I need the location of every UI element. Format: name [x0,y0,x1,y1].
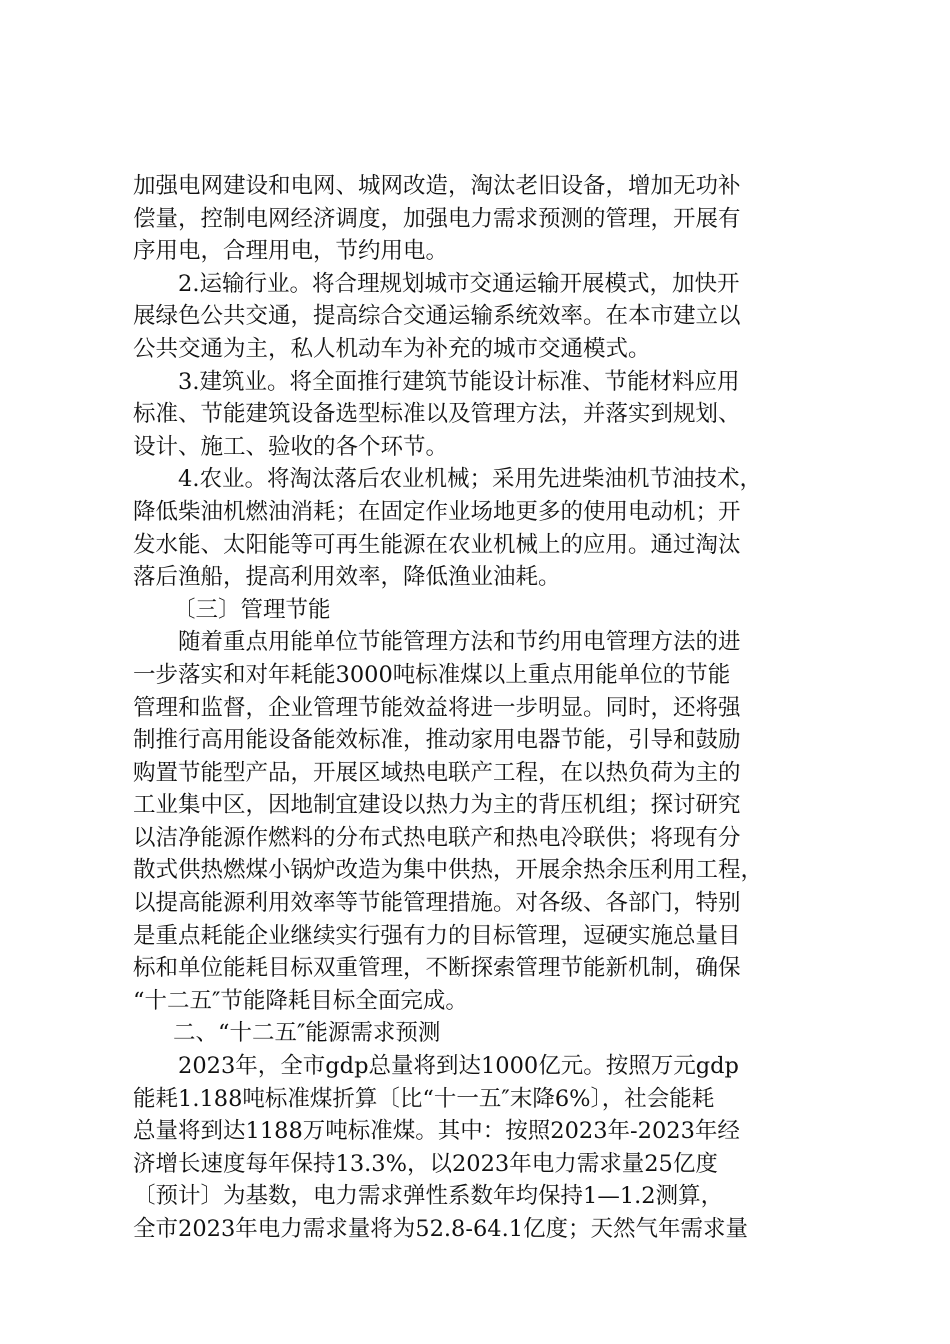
text-line: 是重点耗能企业继续实行强有力的目标管理，逗硬实施总量目 [133,922,741,949]
text-line: 4.农业。将淘汰落后农业机械；采用先进柴油机节油技术， [178,466,762,493]
text-line: 全市2023年电力需求量将为52.8-64.1亿度；天然气年需求量 [133,1216,749,1242]
text-line: 以提高能源利用效率等节能管理措施。对各级、各部门，特别 [133,890,741,917]
text-line: 以洁净能源作燃料的分布式热电联产和热电冷联供；将现有分 [133,824,741,851]
text-line: 2023年，全市gdp总量将到达1000亿元。按照万元gdp [178,1053,739,1080]
text-line: 设计、施工、验收的各个环节。 [133,433,449,460]
document-body [133,170,833,1246]
text-line: 总量将到达1188万吨标准煤。其中：按照2023年-2023年经 [133,1118,740,1145]
text-line: 工业集中区，因地制宜建设以热力为主的背压机组；探讨研究 [133,792,741,819]
text-line: 〔预计〕为基数，电力需求弹性系数年均保持1—1.2测算， [133,1183,724,1210]
text-line: 发水能、太阳能等可再生能源在农业机械上的应用。通过淘汰 [133,531,741,558]
text-line: 公共交通为主，私人机动车为补充的城市交通模式。 [133,335,651,362]
section-heading: 二、“十二五″能源需求预测 [173,1020,441,1047]
text-line: 散式供热燃煤小锅炉改造为集中供热，开展余热余压利用工程， [133,857,764,884]
text-line: 标准、节能建筑设备选型标准以及管理方法，并落实到规划、 [133,401,741,428]
text-line: 制推行高用能设备能效标准，推动家用电器节能，引导和鼓励 [133,727,741,754]
text-line: 落后渔船，提高利用效率，降低渔业油耗。 [133,564,561,591]
text-line: 偿量，控制电网经济调度，加强电力需求预测的管理，开展有 [133,205,741,232]
text-line: “十二五″节能降耗目标全面完成。 [133,987,468,1014]
section-heading: 〔三〕管理节能 [173,596,331,623]
text-line: 加强电网建设和电网、城网改造，淘汰老旧设备，增加无功补 [133,173,741,199]
text-line: 降低柴油机燃油消耗；在固定作业场地更多的使用电动机；开 [133,498,741,525]
text-line: 3.建筑业。将全面推行建筑节能设计标准、节能材料应用 [178,368,740,395]
text-line: 2.运输行业。将合理规划城市交通运输开展模式，加快开 [178,270,740,297]
text-line: 标和单位能耗目标双重管理，不断探索管理节能新机制，确保 [133,955,741,982]
text-line: 济增长速度每年保持13.3%，以2023年电力需求量25亿度 [133,1150,718,1177]
text-line: 能耗1.188吨标准煤折算〔比“十一五″末降6%〕，社会能耗 [133,1085,715,1112]
text-line: 展绿色公共交通，提高综合交通运输系统效率。在本市建立以 [133,303,741,330]
text-line: 管理和监督，企业管理节能效益将进一步明显。同时，还将强 [133,694,741,721]
text-line: 一步落实和对年耗能3000吨标准煤以上重点用能单位的节能 [133,661,731,688]
text-line: 序用电，合理用电，节约用电。 [133,238,449,265]
text-line: 购置节能型产品，开展区域热电联产工程，在以热负荷为主的 [133,759,741,786]
text-line: 随着重点用能单位节能管理方法和节约用电管理方法的进 [178,629,741,656]
